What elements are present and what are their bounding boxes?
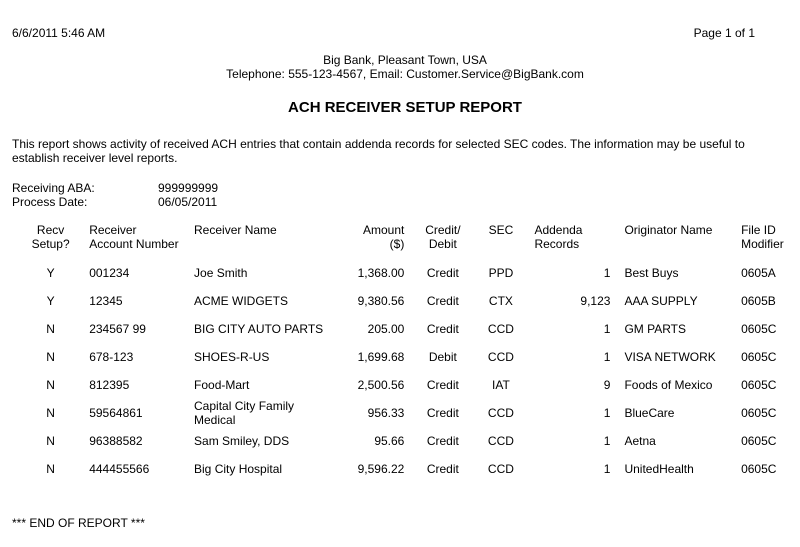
- cell-file-id-modifier: 0605C: [741, 322, 777, 336]
- table-header-row: [0, 223, 800, 259]
- cell-receiver-name: BIG CITY AUTO PARTS: [194, 322, 324, 336]
- cell-account-number: 59564861: [89, 406, 143, 420]
- cell-credit-debit: Credit: [426, 434, 459, 448]
- cell-sec-code: PPD: [488, 266, 514, 280]
- cell-recv-setup: Y: [46, 294, 55, 308]
- cell-recv-setup: N: [46, 322, 55, 336]
- cell-account-number: 12345: [89, 294, 123, 308]
- cell-sec-code: CCD: [487, 350, 514, 364]
- cell-account-number: 678-123: [89, 350, 134, 364]
- report-description: This report shows activity of received ACH entries that contain addenda records for selected SEC codes. The information may be useful to establish receiver level reports.: [12, 137, 745, 165]
- cell-amount: 9,596.22: [357, 462, 405, 476]
- cell-addenda-records: 9: [603, 378, 611, 392]
- cell-recv-setup: N: [46, 406, 55, 420]
- cell-amount: 1,699.68: [357, 350, 405, 364]
- cell-addenda-records: 1: [603, 406, 611, 420]
- cell-originator-name: GM PARTS: [624, 322, 687, 336]
- cell-credit-debit: Credit: [426, 266, 459, 280]
- cell-originator-name: Aetna: [624, 434, 656, 448]
- cell-originator-name: UnitedHealth: [624, 462, 694, 476]
- table-row: [0, 427, 800, 455]
- cell-receiver-name: Sam Smiley, DDS: [194, 434, 290, 448]
- cell-amount: 205.00: [367, 322, 405, 336]
- page-number: Page 1 of 1: [693, 26, 755, 40]
- cell-receiver-name: ACME WIDGETS: [194, 294, 289, 308]
- cell-receiver-name: SHOES-R-US: [194, 350, 270, 364]
- header-credit-debit: Credit/ Debit: [425, 223, 461, 251]
- table-row: [0, 343, 800, 371]
- receiver-table: [0, 223, 800, 483]
- header-file-id-modifier: File ID Modifier: [741, 223, 784, 251]
- cell-sec-code: CTX: [488, 294, 513, 308]
- cell-file-id-modifier: 0605C: [741, 462, 777, 476]
- receiving-aba-label: Receiving ABA:: [12, 181, 95, 195]
- report-title: ACH RECEIVER SETUP REPORT: [288, 99, 522, 116]
- cell-receiver-name: Big City Hospital: [194, 462, 283, 476]
- cell-amount: 956.33: [367, 406, 405, 420]
- header-amount: Amount ($): [362, 223, 405, 251]
- header-sec: SEC: [488, 223, 514, 237]
- cell-account-number: 444455566: [89, 462, 150, 476]
- bank-name: Big Bank, Pleasant Town, USA: [323, 53, 487, 67]
- cell-sec-code: CCD: [487, 322, 514, 336]
- cell-file-id-modifier: 0605C: [741, 434, 777, 448]
- table-row: [0, 259, 800, 287]
- cell-addenda-records: 1: [603, 434, 611, 448]
- cell-file-id-modifier: 0605A: [741, 266, 776, 280]
- cell-account-number: 001234: [89, 266, 130, 280]
- cell-receiver-name: Joe Smith: [194, 266, 248, 280]
- cell-sec-code: IAT: [492, 378, 510, 392]
- cell-receiver-name: Food-Mart: [194, 378, 250, 392]
- cell-sec-code: CCD: [487, 406, 514, 420]
- cell-recv-setup: N: [46, 462, 55, 476]
- cell-account-number: 812395: [89, 378, 130, 392]
- cell-recv-setup: N: [46, 434, 55, 448]
- cell-file-id-modifier: 0605C: [741, 378, 777, 392]
- header-originator-name: Originator Name: [624, 223, 713, 237]
- table-row: [0, 455, 800, 483]
- bank-contact: Telephone: 555-123-4567, Email: Customer.Service@BigBank.com: [226, 67, 584, 81]
- header-account-number: Receiver Account Number: [89, 223, 179, 251]
- header-receiver-name: Receiver Name: [194, 223, 277, 237]
- cell-account-number: 96388582: [89, 434, 143, 448]
- cell-credit-debit: Credit: [426, 406, 459, 420]
- cell-amount: 1,368.00: [357, 266, 405, 280]
- cell-account-number: 234567 99: [89, 322, 146, 336]
- cell-recv-setup: Y: [46, 266, 55, 280]
- cell-receiver-name: Capital City Family Medical: [194, 399, 295, 427]
- table-row: [0, 371, 800, 399]
- cell-credit-debit: Credit: [426, 378, 459, 392]
- cell-amount: 2,500.56: [357, 378, 405, 392]
- process-date-value: 06/05/2011: [158, 195, 218, 209]
- cell-file-id-modifier: 0605B: [741, 294, 776, 308]
- cell-addenda-records: 1: [603, 462, 611, 476]
- cell-originator-name: AAA SUPPLY: [624, 294, 698, 308]
- cell-addenda-records: 1: [603, 266, 611, 280]
- cell-sec-code: CCD: [487, 462, 514, 476]
- table-row: [0, 287, 800, 315]
- cell-originator-name: VISA NETWORK: [624, 350, 716, 364]
- cell-recv-setup: N: [46, 378, 55, 392]
- report-datetime: 6/6/2011 5:46 AM: [12, 26, 106, 40]
- cell-credit-debit: Credit: [426, 322, 459, 336]
- cell-addenda-records: 1: [603, 350, 611, 364]
- header-recv-setup: Recv Setup?: [31, 223, 70, 251]
- cell-amount: 9,380.56: [357, 294, 405, 308]
- cell-credit-debit: Credit: [426, 462, 459, 476]
- cell-addenda-records: 1: [603, 322, 611, 336]
- cell-sec-code: CCD: [487, 434, 514, 448]
- end-of-report: *** END OF REPORT ***: [12, 516, 145, 530]
- table-row: [0, 315, 800, 343]
- process-date-label: Process Date:: [12, 195, 88, 209]
- cell-credit-debit: Debit: [428, 350, 457, 364]
- table-row: [0, 399, 800, 427]
- receiving-aba-value: 999999999: [158, 181, 219, 195]
- cell-recv-setup: N: [46, 350, 55, 364]
- cell-file-id-modifier: 0605C: [741, 350, 777, 364]
- cell-amount: 95.66: [374, 434, 405, 448]
- cell-originator-name: Foods of Mexico: [624, 378, 713, 392]
- cell-credit-debit: Credit: [426, 294, 459, 308]
- cell-addenda-records: 9,123: [580, 294, 611, 308]
- header-addenda-records: Addenda Records: [534, 223, 583, 251]
- cell-file-id-modifier: 0605C: [741, 406, 777, 420]
- cell-originator-name: Best Buys: [624, 266, 679, 280]
- cell-originator-name: BlueCare: [624, 406, 675, 420]
